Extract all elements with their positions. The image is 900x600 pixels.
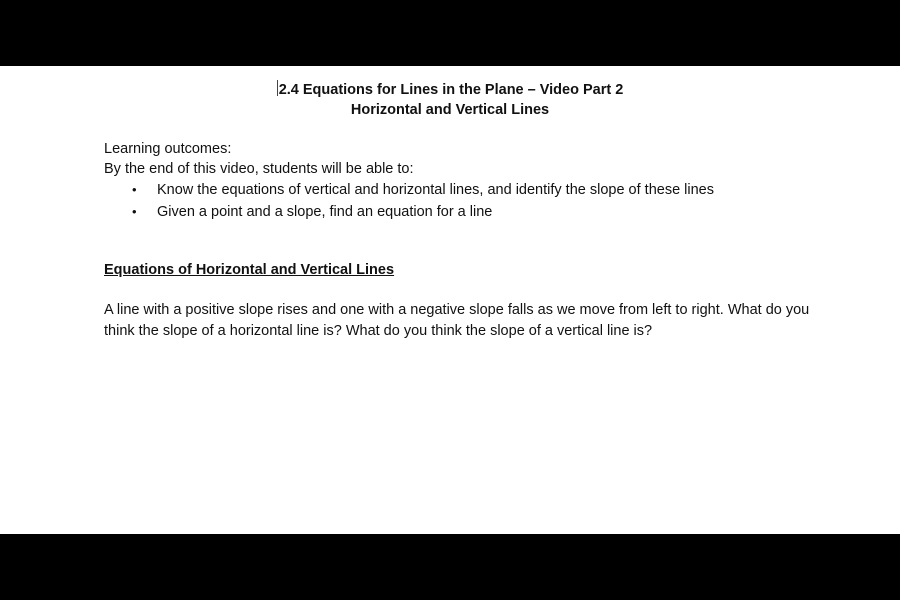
outcomes-list: [104, 179, 824, 223]
title-text-1: 2.4 Equations for Lines in the Plane – Video Part 2: [278, 82, 624, 98]
bullet-icon: •: [132, 204, 137, 219]
title-line-1: [0, 80, 900, 100]
list-item-text: Given a point and a slope, find an equation for a line: [157, 204, 493, 220]
section-heading: Equations of Horizontal and Vertical Lines: [104, 262, 395, 278]
learning-outcomes: [104, 139, 824, 223]
body-paragraph: A line with a positive slope rises and one with a negative slope falls as we move from left to right. What do you think the slope of a horizontal line is? What do you think the slope of a vertical line is?: [104, 302, 810, 339]
bullet-icon: •: [132, 182, 137, 197]
letterbox-top: [0, 0, 900, 66]
letterbox-bottom: [0, 534, 900, 600]
list-item: [104, 179, 824, 201]
title-line-2: Horizontal and Vertical Lines: [350, 102, 550, 118]
list-item: [104, 201, 824, 223]
outcomes-intro: By the end of this video, students will be able to:: [104, 161, 414, 177]
outcomes-heading: Learning outcomes:: [104, 141, 232, 157]
list-item-text: Know the equations of vertical and horizontal lines, and identify the slope of these lines: [157, 182, 714, 198]
document-page: [0, 66, 900, 534]
document-title: [0, 80, 900, 120]
text-cursor: [277, 80, 278, 96]
